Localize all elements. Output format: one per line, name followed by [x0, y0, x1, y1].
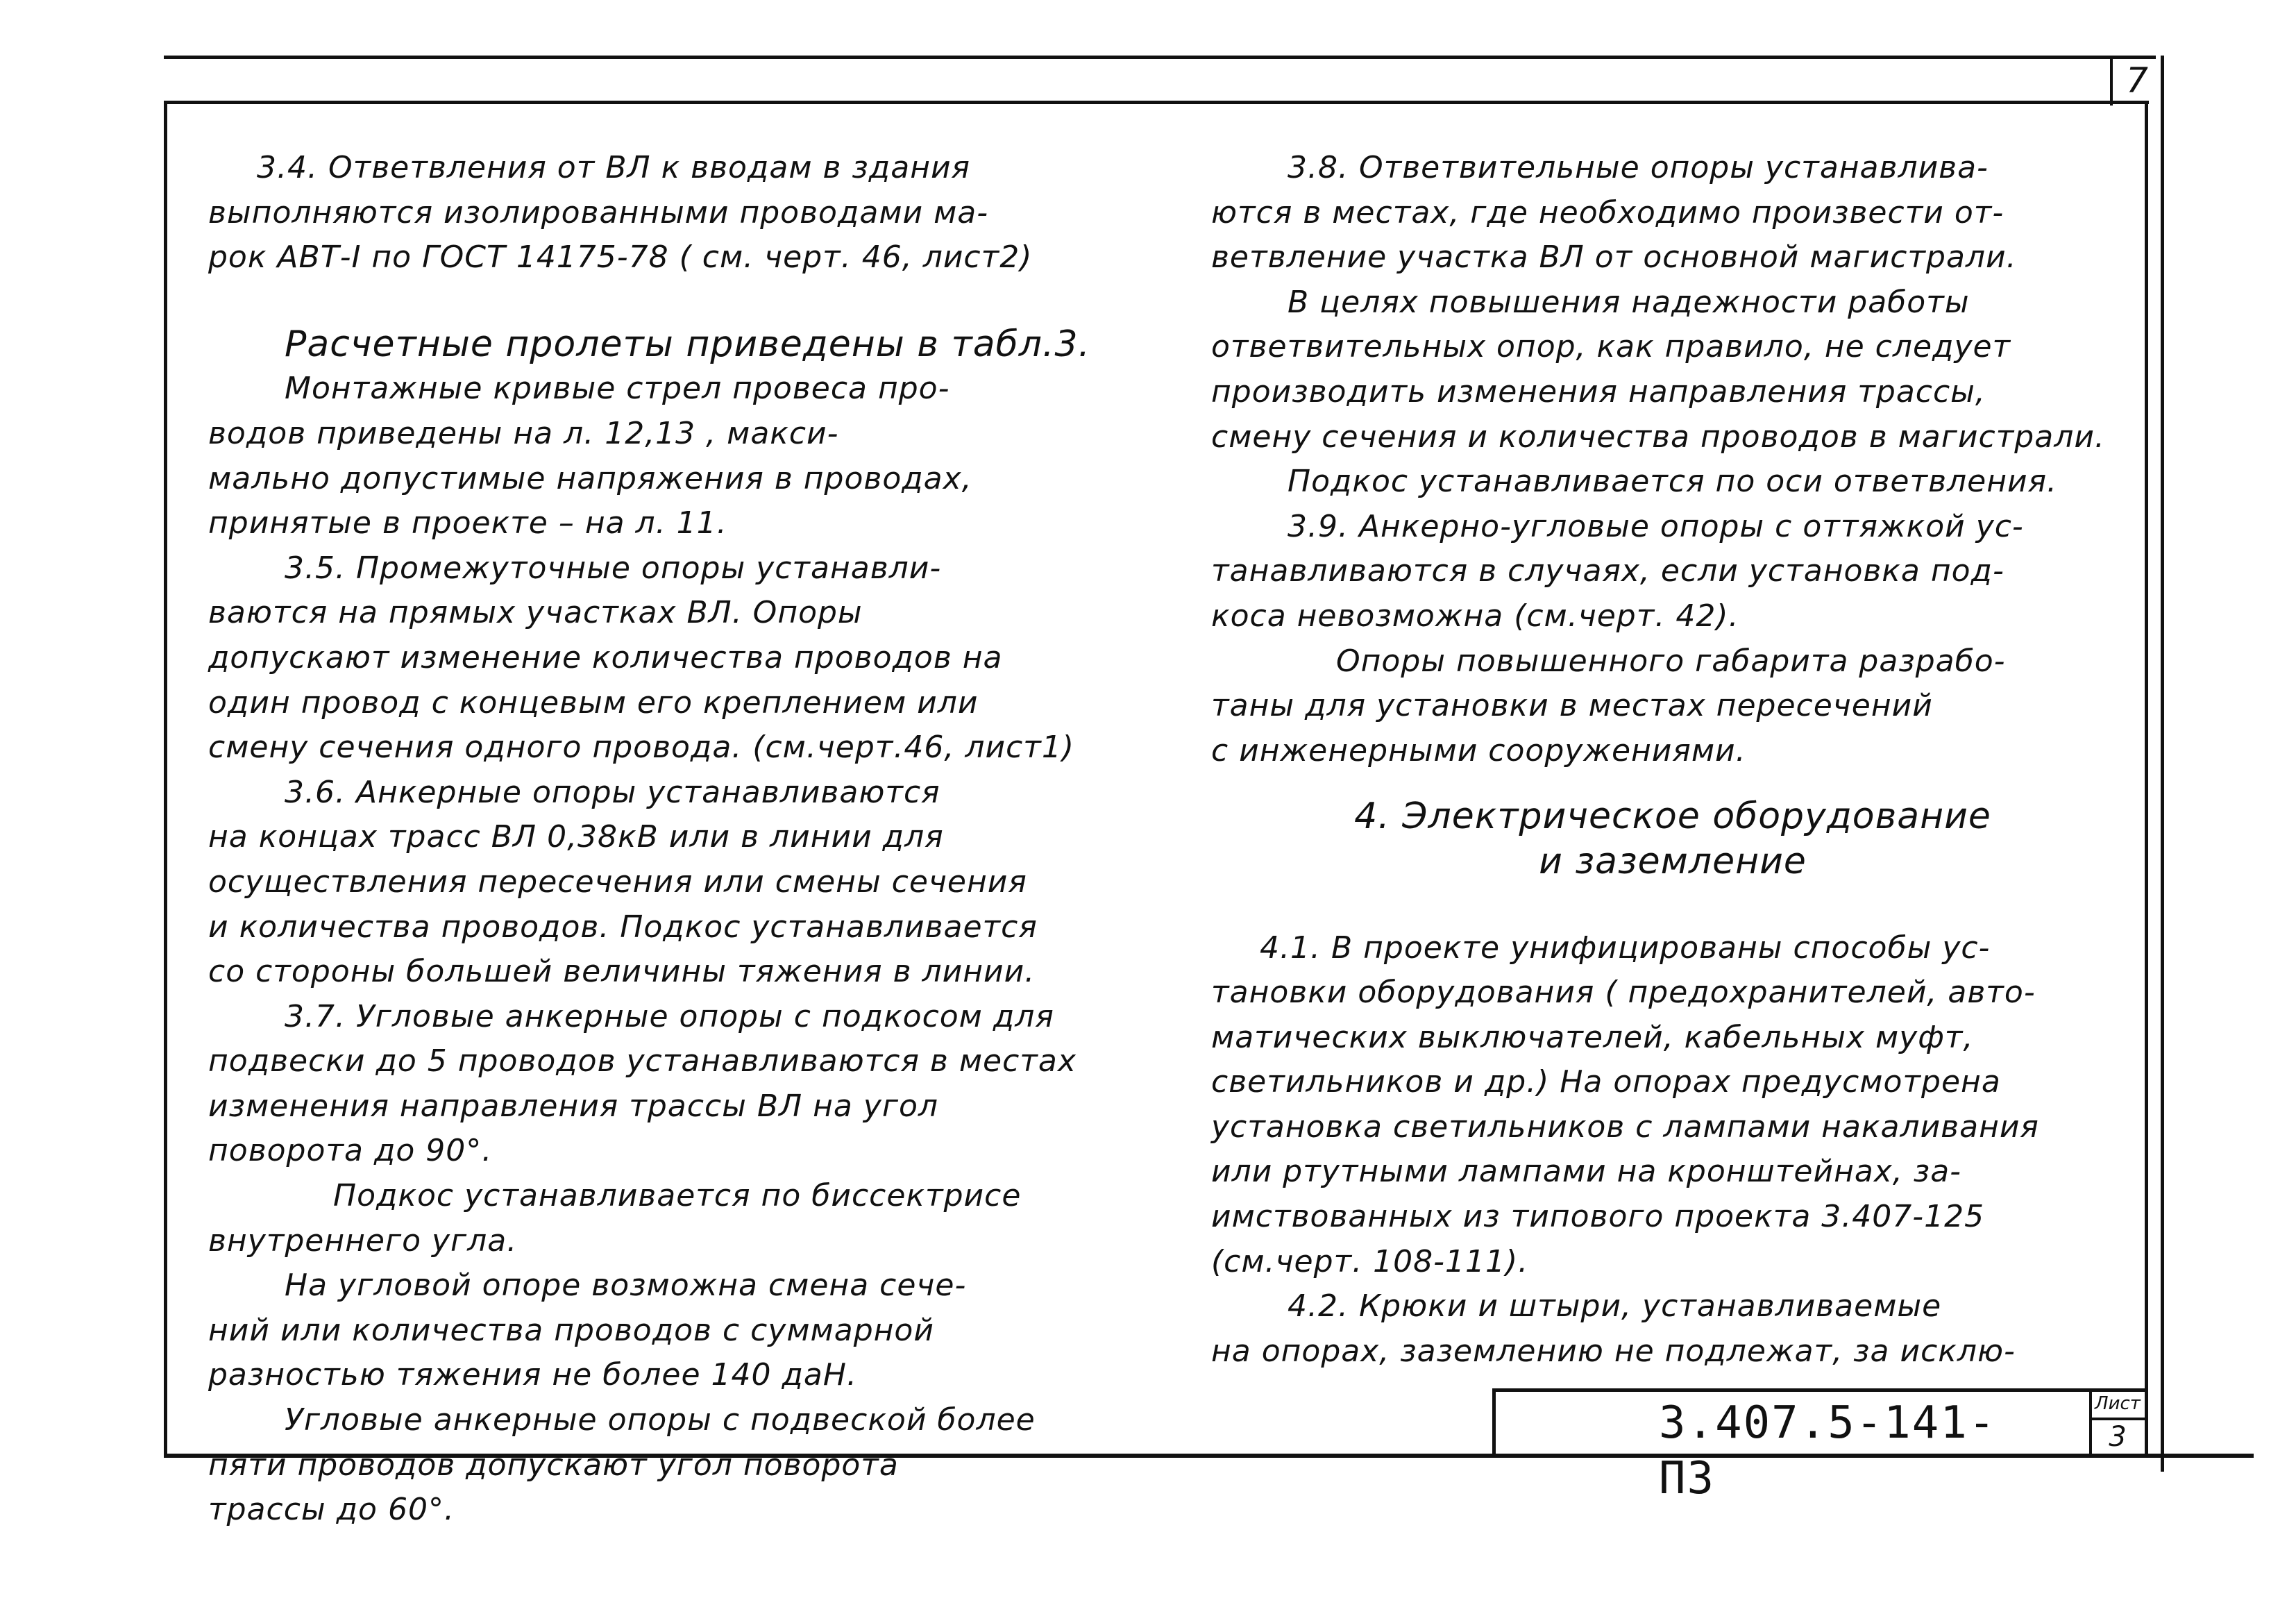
sheet-label: Лист — [2095, 1393, 2141, 1414]
page-number: 7 — [2126, 60, 2148, 101]
text-line: мально допустимые напряжения в проводах, — [208, 460, 972, 496]
text-line: или ртутными лампами на кронштейнах, за- — [1211, 1154, 1962, 1190]
text-line: (см.черт. 108-111). — [1211, 1243, 1529, 1279]
text-line: изменения направления трассы ВЛ на угол — [208, 1088, 939, 1124]
text-line: 3.4. Ответвления от ВЛ к вводам в здания — [257, 150, 971, 185]
text-line: В целях повышения надежности работы — [1288, 284, 1970, 320]
text-line: ваются на прямых участках ВЛ. Опоры — [208, 595, 863, 631]
frame-right — [2145, 101, 2148, 1458]
text-line: подвески до 5 проводов устанавливаются в местах — [208, 1043, 1077, 1079]
text-line: ветвление участка ВЛ от основной магистрали. — [1211, 239, 2017, 276]
text-line: выполняются изолированными проводами ма- — [208, 194, 989, 230]
text-line: имствованных из типового проекта 3.407-125 — [1211, 1199, 1985, 1235]
text-line: на концах трасс ВЛ 0,38кВ или в линии для — [208, 819, 944, 855]
text-line: установка светильников с лампами накаливания — [1211, 1109, 2039, 1145]
right-text-column — [1211, 146, 2134, 1374]
frame-left — [164, 101, 167, 1458]
text-line: Расчетные пролеты приведены в табл.3. — [285, 323, 1091, 365]
text-line: Монтажные кривые стрел провеса про- — [285, 371, 950, 407]
text-line: На угловой опоре возможна смена сече- — [285, 1268, 967, 1304]
text-line: со стороны большей величины тяжения в линии. — [208, 954, 1036, 990]
text-line: ответвительных опор, как правило, не следует — [1211, 329, 2011, 365]
text-line: матических выключателей, кабельных муфт, — [1211, 1019, 1974, 1055]
text-line: 4.1. В проекте унифицированы способы ус- — [1260, 930, 1991, 966]
sheet-number: 3 — [2109, 1421, 2127, 1453]
text-line: допускают изменение количества проводов на — [208, 639, 1003, 675]
text-line: принятые в проекте – на л. 11. — [208, 505, 727, 541]
text-line: смену сечения одного провода. (см.черт.46, лист1) — [208, 730, 1075, 766]
outer-right-rule — [2161, 56, 2164, 1472]
document-code: 3.407.5-141-ПЗ — [1659, 1397, 1997, 1504]
text-line: 3.5. Промежуточные опоры устанавли- — [285, 550, 942, 586]
text-line: рок АВТ-I по ГОСТ 14175-78 ( см. черт. 46, лист2) — [208, 239, 1033, 276]
text-line: Подкос устанавливается по биссектрисе — [333, 1178, 1022, 1214]
sheet-cell-divider — [2089, 1418, 2145, 1420]
text-line: пяти проводов допускают угол поворота — [208, 1447, 899, 1483]
section-heading: и заземление — [1539, 840, 1807, 882]
text-line: ний или количества проводов с суммарной — [208, 1312, 934, 1348]
text-line: на опорах, заземлению не подлежат, за исклю- — [1211, 1333, 2016, 1369]
text-line: разностью тяжения не более 140 даН. — [208, 1357, 857, 1393]
text-line: танавливаются в случаях, если установка под- — [1211, 553, 2004, 589]
text-line: коса невозможна (см.черт. 42). — [1211, 598, 1739, 634]
text-line: ются в местах, где необходимо произвести от- — [1211, 194, 2004, 230]
text-line: и количества проводов. Подкос устанавливается — [208, 909, 1038, 945]
text-line: таны для установки в местах пересечений — [1211, 688, 1933, 724]
text-line: 3.6. Анкерные опоры устанавливаются — [285, 774, 940, 810]
text-line: светильников и др.) На опорах предусмотрена — [1211, 1064, 2001, 1100]
text-line: один провод с концевым его креплением или — [208, 684, 979, 721]
text-line: смену сечения и количества проводов в магистрали. — [1211, 419, 2105, 455]
text-line: 4.2. Крюки и штыри, устанавливаемые — [1288, 1288, 1942, 1325]
text-line: Опоры повышенного габарита разрабо- — [1336, 643, 2006, 679]
top-rule — [164, 56, 2156, 59]
text-line: 3.9. Анкерно-угловые опоры с оттяжкой ус- — [1288, 508, 2024, 544]
text-line: осуществления пересечения или смены сечения — [208, 864, 1027, 900]
text-line: водов приведены на л. 12,13 , макси- — [208, 415, 839, 451]
section-heading: 4. Электрическое оборудование — [1354, 796, 1991, 838]
text-line: внутреннего угла. — [208, 1222, 518, 1259]
text-line: 3.8. Ответвительные опоры устанавлива- — [1288, 150, 1989, 185]
text-line: производить изменения направления трассы, — [1211, 373, 1986, 410]
text-line: поворота до 90°. — [208, 1133, 493, 1169]
frame-top — [164, 101, 2149, 104]
page-number-box-border — [2110, 56, 2113, 106]
text-line: Угловые анкерные опоры с подвеской более — [285, 1402, 1036, 1438]
left-text-column — [208, 146, 1131, 1533]
text-line: Подкос устанавливается по оси ответвления. — [1288, 464, 2058, 500]
text-line: 3.7. Угловые анкерные опоры с подкосом для — [285, 998, 1054, 1034]
text-line: с инженерными сооружениями. — [1211, 732, 1746, 768]
text-line: трассы до 60°. — [208, 1492, 455, 1528]
text-line: тановки оборудования ( предохранителей, авто- — [1211, 975, 2036, 1011]
